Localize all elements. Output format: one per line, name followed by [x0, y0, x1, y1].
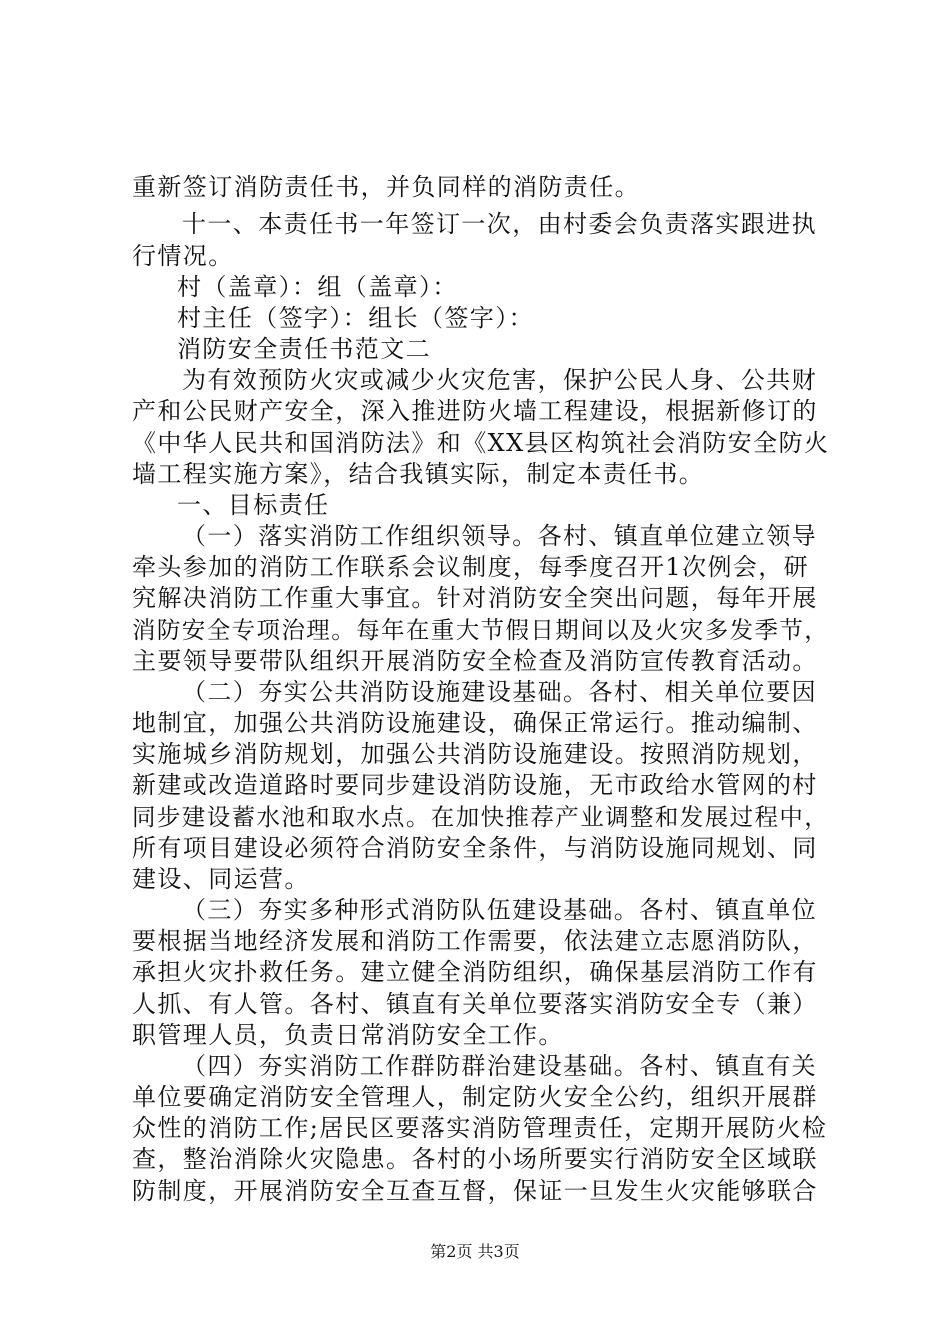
text-line: 建设、同运营。	[132, 865, 310, 893]
text-line: 所有项目建设必须符合消防安全条件，与消防设施同规划、同	[132, 834, 818, 862]
text-line: （一）落实消防工作组织领导。各村、镇直单位建立领导	[182, 522, 817, 550]
text-line: 人抓、有人管。各村、镇直有关单位要落实消防安全专（兼）	[132, 990, 818, 1018]
text-line: 究解决消防工作重大事宜。针对消防安全突出问题，每年开展	[132, 584, 818, 612]
text-line: 《中华人民共和国消防法》和《XX县区构筑社会消防安全防火	[132, 429, 830, 457]
text-line: （四）夯实消防工作群防群治建设基础。各村、镇直有关	[182, 1052, 817, 1080]
text-line: 牵头参加的消防工作联系会议制度，每季度召开1次例会，研	[132, 553, 810, 581]
text-line: 十一、本责任书一年签订一次，由村委会负责落实跟进执	[182, 210, 817, 238]
text-line: 防制度，开展消防安全互查互督，保证一旦发生火灾能够联合	[132, 1177, 818, 1205]
text-line: 查，整治消除火灾隐患。各村的小场所要实行消防安全区域联	[132, 1145, 818, 1173]
text-line: 实施城乡消防规划，加强公共消防设施建设。按照消防规划，	[132, 740, 818, 768]
text-line: 行情况。	[132, 242, 234, 270]
text-line: 职管理人员，负责日常消防安全工作。	[132, 1021, 564, 1049]
text-line: 村（盖章）：组（盖章）：	[177, 273, 458, 301]
text-line: 要根据当地经济发展和消防工作需要，依法建立志愿消防队，	[132, 927, 818, 955]
text-line: 众性的消防工作;居民区要落实消防管理责任，定期开展防火检	[132, 1114, 828, 1142]
text-line: 为有效预防火灾或减少火灾危害，保护公民人身、公共财	[182, 366, 817, 394]
text-line: 同步建设蓄水池和取水点。在加快推荐产业调整和发展过程中，	[132, 803, 830, 831]
text-line: 村主任（签字）：组长（签字）：	[177, 304, 534, 332]
text-line: 消防安全专项治理。每年在重大节假日期间以及火灾多发季节，	[132, 616, 830, 644]
section-heading: 一、目标责任	[177, 491, 330, 519]
text-line: 地制宜，加强公共消防设施建设，确保正常运行。推动编制、	[132, 709, 818, 737]
section-title: 消防安全责任书范文二	[177, 335, 431, 363]
text-line: 重新签订消防责任书，并负同样的消防责任。	[132, 173, 640, 201]
text-line: 新建或改造道路时要同步建设消防设施，无市政给水管网的村	[132, 771, 818, 799]
text-line: 墙工程实施方案》，结合我镇实际，制定本责任书。	[132, 460, 705, 488]
text-line: （二）夯实公共消防设施建设基础。各村、相关单位要因	[182, 678, 817, 706]
text-line: 单位要确定消防安全管理人，制定防火安全公约，组织开展群	[132, 1083, 818, 1111]
text-line: 主要领导要带队组织开展消防安全检查及消防宣传教育活动。	[132, 647, 818, 675]
page-footer: 第2页 共3页	[430, 1242, 520, 1261]
text-line: 产和公民财产安全，深入推进防火墙工程建设，根据新修订的	[132, 397, 818, 425]
text-line: 承担火灾扑救任务。建立健全消防组织，确保基层消防工作有	[132, 958, 818, 986]
text-line: （三）夯实多种形式消防队伍建设基础。各村、镇直单位	[182, 896, 817, 924]
